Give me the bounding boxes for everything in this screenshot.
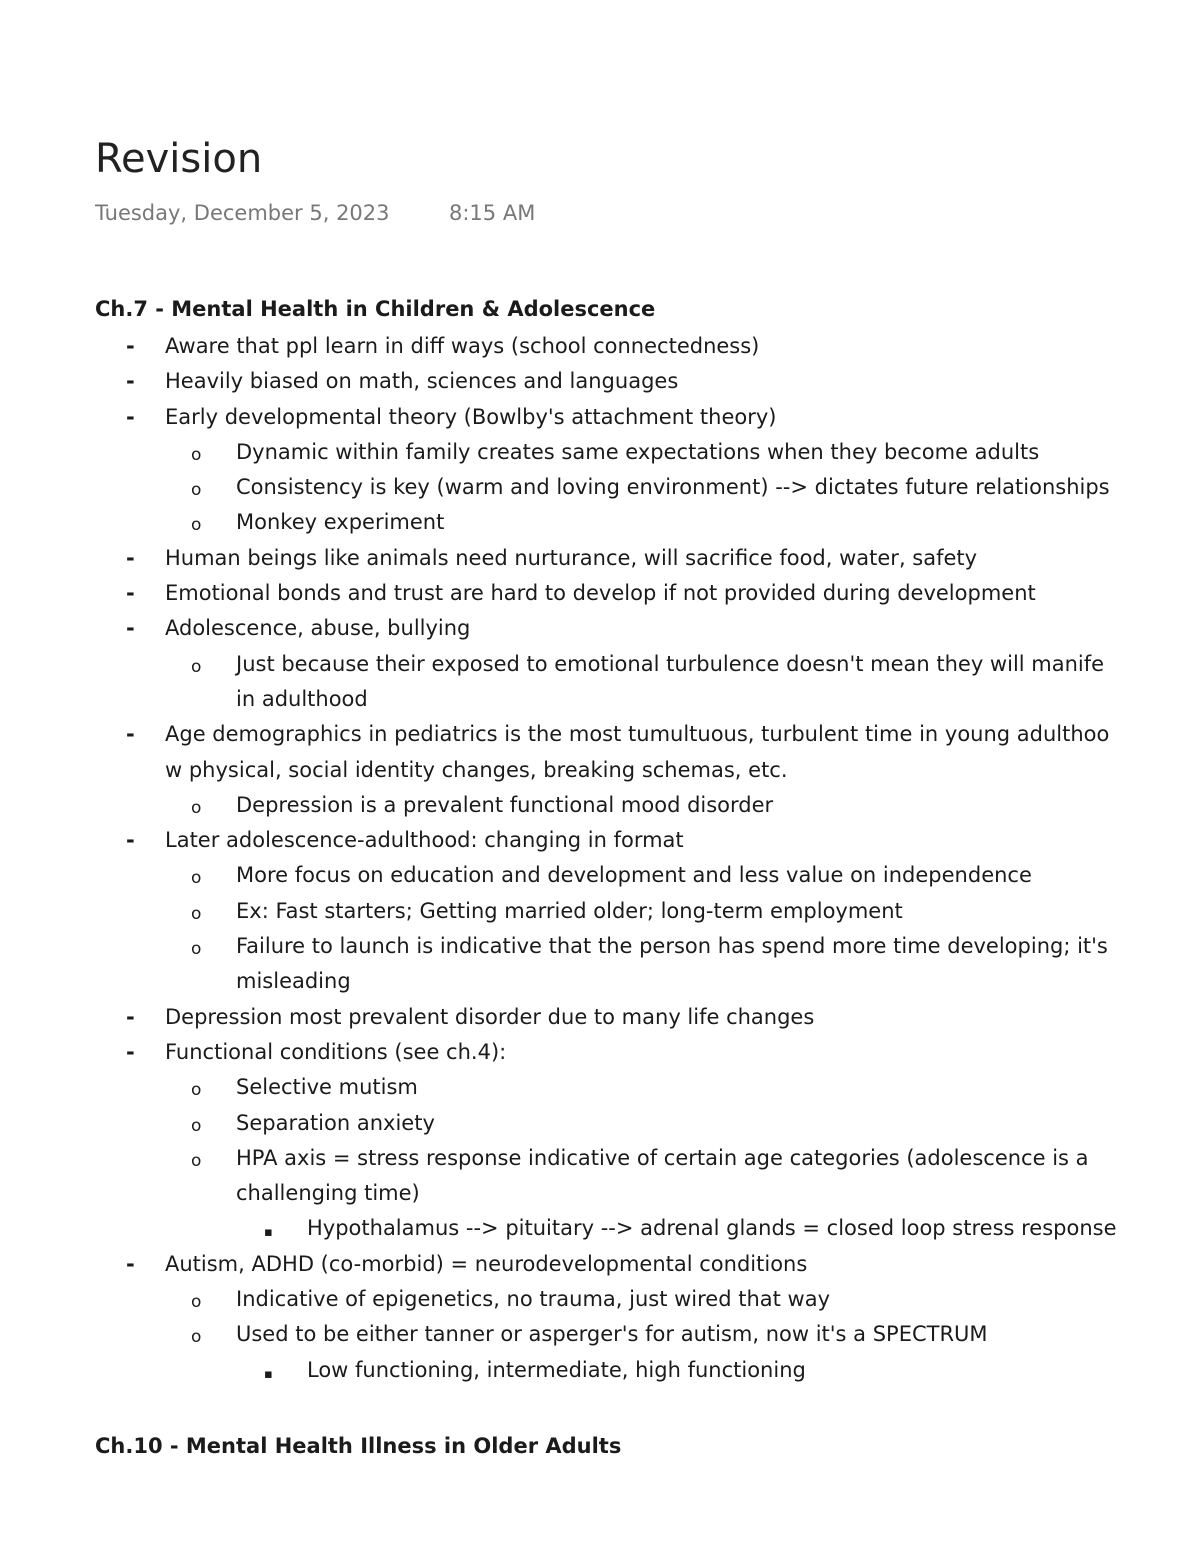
list-item-text: Consistency is key (warm and loving environment) --> dictates future relationships <box>236 475 1110 500</box>
dash-bullet: - <box>126 545 135 570</box>
list-item <box>0 1317 1200 1352</box>
list-item-text: Separation anxiety <box>236 1110 435 1135</box>
page-title: Revision <box>95 136 263 182</box>
list-item <box>0 1353 1200 1388</box>
list-item <box>0 364 1200 399</box>
list-item-text: Just because their exposed to emotional turbulence doesn't mean they will manife <box>236 651 1105 676</box>
dash-bullet: - <box>126 1004 135 1029</box>
list-item <box>0 858 1200 893</box>
circle-bullet: o <box>191 1150 202 1171</box>
list-item <box>0 717 1200 752</box>
list-item <box>0 1247 1200 1282</box>
circle-bullet: o <box>191 939 202 960</box>
list-item-text: Used to be either tanner or asperger's for autism, now it's a SPECTRUM <box>236 1322 988 1347</box>
list-item-text: Later adolescence-adulthood: changing in format <box>165 828 684 853</box>
list-item <box>0 894 1200 929</box>
list-item <box>0 823 1200 858</box>
list-item-text: Aware that ppl learn in diff ways (school connectedness) <box>165 334 760 358</box>
list-item-text: Heavily biased on math, sciences and languages <box>165 369 679 394</box>
list-item <box>0 329 1200 364</box>
list-item-text: Depression most prevalent disorder due to many life changes <box>165 1004 815 1029</box>
square-bullet: ▪ <box>264 1225 273 1241</box>
list-item <box>0 1282 1200 1317</box>
list-item <box>0 470 1200 505</box>
circle-bullet: o <box>191 444 202 465</box>
list-item <box>0 1141 1200 1176</box>
circle-bullet: o <box>191 656 202 677</box>
list-item <box>0 1035 1200 1070</box>
list-item-continuation <box>0 682 1200 717</box>
circle-bullet: o <box>191 515 202 536</box>
list-item-text: misleading <box>236 969 351 994</box>
notes-list <box>0 329 1200 1388</box>
list-item-text: More focus on education and development and less value on independence <box>236 863 1032 888</box>
list-item <box>0 400 1200 435</box>
circle-bullet: o <box>191 868 202 889</box>
circle-bullet: o <box>191 1327 202 1348</box>
list-item-text: Functional conditions (see ch.4): <box>165 1039 507 1064</box>
list-item <box>0 1000 1200 1035</box>
dash-bullet: - <box>126 722 135 747</box>
list-item <box>0 435 1200 470</box>
list-item <box>0 541 1200 576</box>
list-item <box>0 576 1200 611</box>
square-bullet: ▪ <box>264 1366 273 1382</box>
list-item-continuation <box>0 753 1200 788</box>
list-item <box>0 929 1200 964</box>
list-item-text: Dynamic within family creates same expectations when they become adults <box>236 439 1040 464</box>
list-item-text: Human beings like animals need nurturance, will sacrifice food, water, safety <box>165 545 978 570</box>
list-item-text: Low functioning, intermediate, high functioning <box>307 1357 806 1382</box>
circle-bullet: o <box>191 1115 202 1136</box>
list-item <box>0 647 1200 682</box>
page-time: 8:15 AM <box>449 201 536 225</box>
list-item-text: Indicative of epigenetics, no trauma, just wired that way <box>236 1287 831 1312</box>
dash-bullet: - <box>126 404 135 429</box>
list-item-text: in adulthood <box>236 686 368 711</box>
dash-bullet: - <box>126 828 135 853</box>
list-item-text: Depression is a prevalent functional mood disorder <box>236 792 774 817</box>
list-item-text: Monkey experiment <box>236 510 445 535</box>
list-item-text: Hypothalamus --> pituitary --> adrenal glands = closed loop stress response <box>307 1216 1117 1241</box>
list-item <box>0 1106 1200 1141</box>
list-item <box>0 611 1200 646</box>
next-section-heading: Ch.10 - Mental Health Illness in Older Adults <box>95 1434 622 1458</box>
list-item-continuation <box>0 964 1200 999</box>
page-date: Tuesday, December 5, 2023 <box>95 201 390 225</box>
list-item-text: HPA axis = stress response indicative of certain age categories (adolescence is a <box>236 1145 1089 1170</box>
dash-bullet: - <box>126 1251 135 1276</box>
list-item <box>0 788 1200 823</box>
circle-bullet: o <box>191 797 202 818</box>
dash-bullet: - <box>126 369 135 394</box>
dash-bullet: - <box>126 581 135 606</box>
list-item <box>0 1211 1200 1246</box>
dash-bullet: - <box>126 334 135 358</box>
list-item-text: challenging time) <box>236 1181 420 1206</box>
circle-bullet: o <box>191 1080 202 1101</box>
dash-bullet: - <box>126 616 135 641</box>
list-item <box>0 1070 1200 1105</box>
list-item-text: Age demographics in pediatrics is the most tumultuous, turbulent time in young adulthoo <box>165 722 1110 747</box>
list-item-text: w physical, social identity changes, breaking schemas, etc. <box>165 757 788 782</box>
list-item-continuation <box>0 1176 1200 1211</box>
list-item-text: Selective mutism <box>236 1075 418 1100</box>
list-item-text: Ex: Fast starters; Getting married older; long-term employment <box>236 898 903 923</box>
next-section-heading-cutoff <box>95 1424 655 1458</box>
circle-bullet: o <box>191 480 202 501</box>
circle-bullet: o <box>191 903 202 924</box>
circle-bullet: o <box>191 1292 202 1313</box>
list-item-text: Adolescence, abuse, bullying <box>165 616 471 641</box>
list-item-text: Autism, ADHD (co-morbid) = neurodevelopmental conditions <box>165 1251 808 1276</box>
list-item <box>0 505 1200 540</box>
list-item-text: Emotional bonds and trust are hard to develop if not provided during development <box>165 581 1036 606</box>
list-item-text: Early developmental theory (Bowlby's attachment theory) <box>165 404 777 429</box>
dash-bullet: - <box>126 1039 135 1064</box>
section-heading: Ch.7 - Mental Health in Children & Adolescence <box>95 297 656 321</box>
list-item-text: Failure to launch is indicative that the person has spend more time developing; it's <box>236 934 1108 959</box>
